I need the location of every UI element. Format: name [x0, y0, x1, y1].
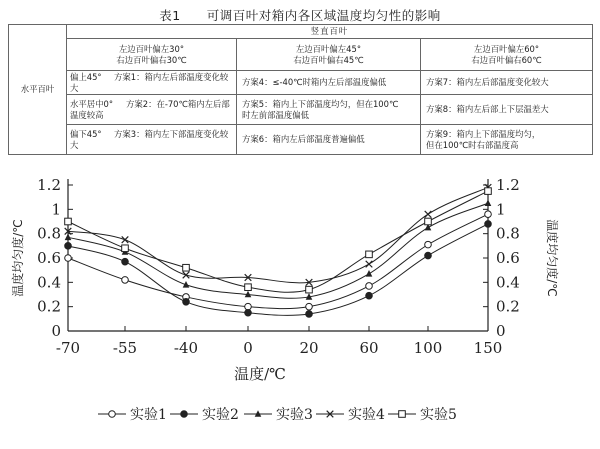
data-point: [306, 303, 313, 310]
column-header: 竖直百叶: [67, 25, 593, 39]
data-point: [183, 272, 190, 279]
data-point: [366, 270, 373, 277]
table-header-row: [9, 25, 593, 39]
data-point: [425, 241, 432, 248]
row-header: [9, 25, 67, 155]
data-point: [122, 258, 129, 265]
y-tick-label: 0: [496, 322, 506, 340]
x-tick-label: 150: [473, 339, 503, 357]
y-axis-left-label: 温度均匀度/℃: [11, 219, 25, 297]
row-label: 偏下45°: [70, 129, 102, 139]
legend-label: 实验2: [202, 407, 239, 423]
data-point: [65, 234, 72, 241]
x-tick-label: -55: [112, 339, 138, 357]
data-point: [245, 309, 252, 316]
table-row: [9, 71, 593, 95]
results-table: [8, 24, 593, 155]
y-tick-label: 0.2: [496, 297, 520, 316]
data-point: [425, 218, 432, 225]
row-header-label: 水平百叶: [20, 84, 55, 95]
plan-text: 方案2：在-70℃箱内左后部温度较高: [70, 99, 230, 120]
series-line: [68, 214, 488, 308]
x-tick-label: 0: [243, 339, 253, 357]
data-point: [366, 261, 373, 268]
row-label: 水平居中0°: [70, 99, 114, 109]
uniformity-chart: [0, 168, 600, 449]
table-cell: 方案4：≤-40℃时箱内左后部温度偏低: [237, 71, 421, 95]
series-5: [65, 188, 492, 293]
y-tick-label: 0.2: [37, 297, 61, 316]
y-tick-label: 1: [51, 200, 61, 219]
y-tick-label: 1.2: [37, 176, 61, 194]
data-point: [485, 221, 492, 228]
series-2: [65, 221, 492, 318]
data-point: [122, 277, 129, 284]
data-point: [65, 255, 72, 262]
table-cell: [67, 125, 237, 155]
series-line: [68, 224, 488, 315]
data-point: [306, 311, 313, 318]
chart-series: [65, 184, 492, 317]
y-tick-label: 0.8: [37, 224, 61, 243]
y-tick-label: 0.4: [496, 273, 520, 292]
y-tick-label: 0.4: [37, 273, 61, 292]
legend-label: 实验1: [130, 407, 167, 423]
data-point: [122, 245, 129, 252]
series-4: [65, 184, 492, 286]
x-tick-label: 60: [359, 339, 379, 357]
column-label: 左边百叶偏左45° 右边百叶偏右45℃: [237, 39, 421, 71]
table-cell: 方案7：箱内左后部温度变化较大: [421, 71, 593, 95]
table-col-labels-row: [9, 39, 593, 71]
y-axis-right-label: 温度均匀度/℃: [545, 219, 559, 297]
data-point: [65, 243, 72, 250]
table-title: 可调百叶对箱内各区域温度均匀性的影响: [206, 8, 441, 23]
x-tick-label: 20: [299, 339, 319, 357]
y-tick-label: 0: [51, 322, 61, 340]
series-line: [68, 191, 488, 292]
table-cell: 方案5：箱内上下部温度均匀，但在100℃ 时左前部温度偏低: [237, 95, 421, 125]
table-cell: [67, 71, 237, 95]
legend-marker: [181, 411, 188, 418]
plan-text: 方案1：箱内左后部温度变化较大: [70, 72, 229, 93]
y-tick-label: 0.6: [496, 249, 520, 267]
data-point: [425, 252, 432, 259]
legend-marker: [109, 411, 116, 418]
data-point: [65, 218, 72, 225]
x-axis-label: 温度/℃: [234, 365, 286, 383]
data-point: [306, 286, 313, 293]
y-tick-label: 1: [496, 200, 506, 219]
data-point: [245, 284, 252, 291]
table-row: [9, 125, 593, 155]
data-point: [425, 211, 432, 218]
plan-text: 方案3：箱内左下部温度变化较大: [70, 129, 229, 150]
table-cell: 方案8：箱内左后部上下层温差大: [421, 95, 593, 125]
table-number: 表1: [159, 8, 181, 23]
chart-legend: [98, 407, 457, 423]
legend-label: 实验5: [420, 407, 457, 423]
data-point: [366, 292, 373, 299]
x-tick-label: 100: [413, 339, 443, 357]
y-tick-label: 0.6: [37, 249, 61, 267]
y-tick-label: 0.8: [496, 224, 520, 243]
legend-label: 实验3: [276, 407, 313, 423]
table-cell: [67, 95, 237, 125]
series-line: [68, 187, 488, 282]
data-point: [183, 264, 190, 271]
table-cell: 方案9：箱内上下部温度均匀， 但在100℃时右部温度高: [421, 125, 593, 155]
data-point: [485, 211, 492, 218]
column-label: 左边百叶偏左30° 右边百叶偏右30℃: [67, 39, 237, 71]
x-tick-label: -70: [55, 339, 81, 357]
legend-label: 实验4: [348, 407, 385, 423]
row-label: 偏上45°: [70, 72, 102, 82]
data-point: [366, 283, 373, 290]
data-point: [366, 251, 373, 258]
x-tick-label: -40: [173, 339, 199, 357]
y-tick-label: 1.2: [496, 176, 520, 194]
table-row: [9, 95, 593, 125]
column-label: 左边百叶偏左60° 右边百叶偏右60℃: [421, 39, 593, 71]
table-cell: 方案6：箱内左后部温度普遍偏低: [237, 125, 421, 155]
table-caption: [0, 6, 600, 24]
legend-marker: [399, 411, 406, 418]
data-point: [485, 199, 492, 206]
data-point: [122, 236, 129, 243]
data-point: [183, 299, 190, 306]
data-point: [485, 188, 492, 195]
